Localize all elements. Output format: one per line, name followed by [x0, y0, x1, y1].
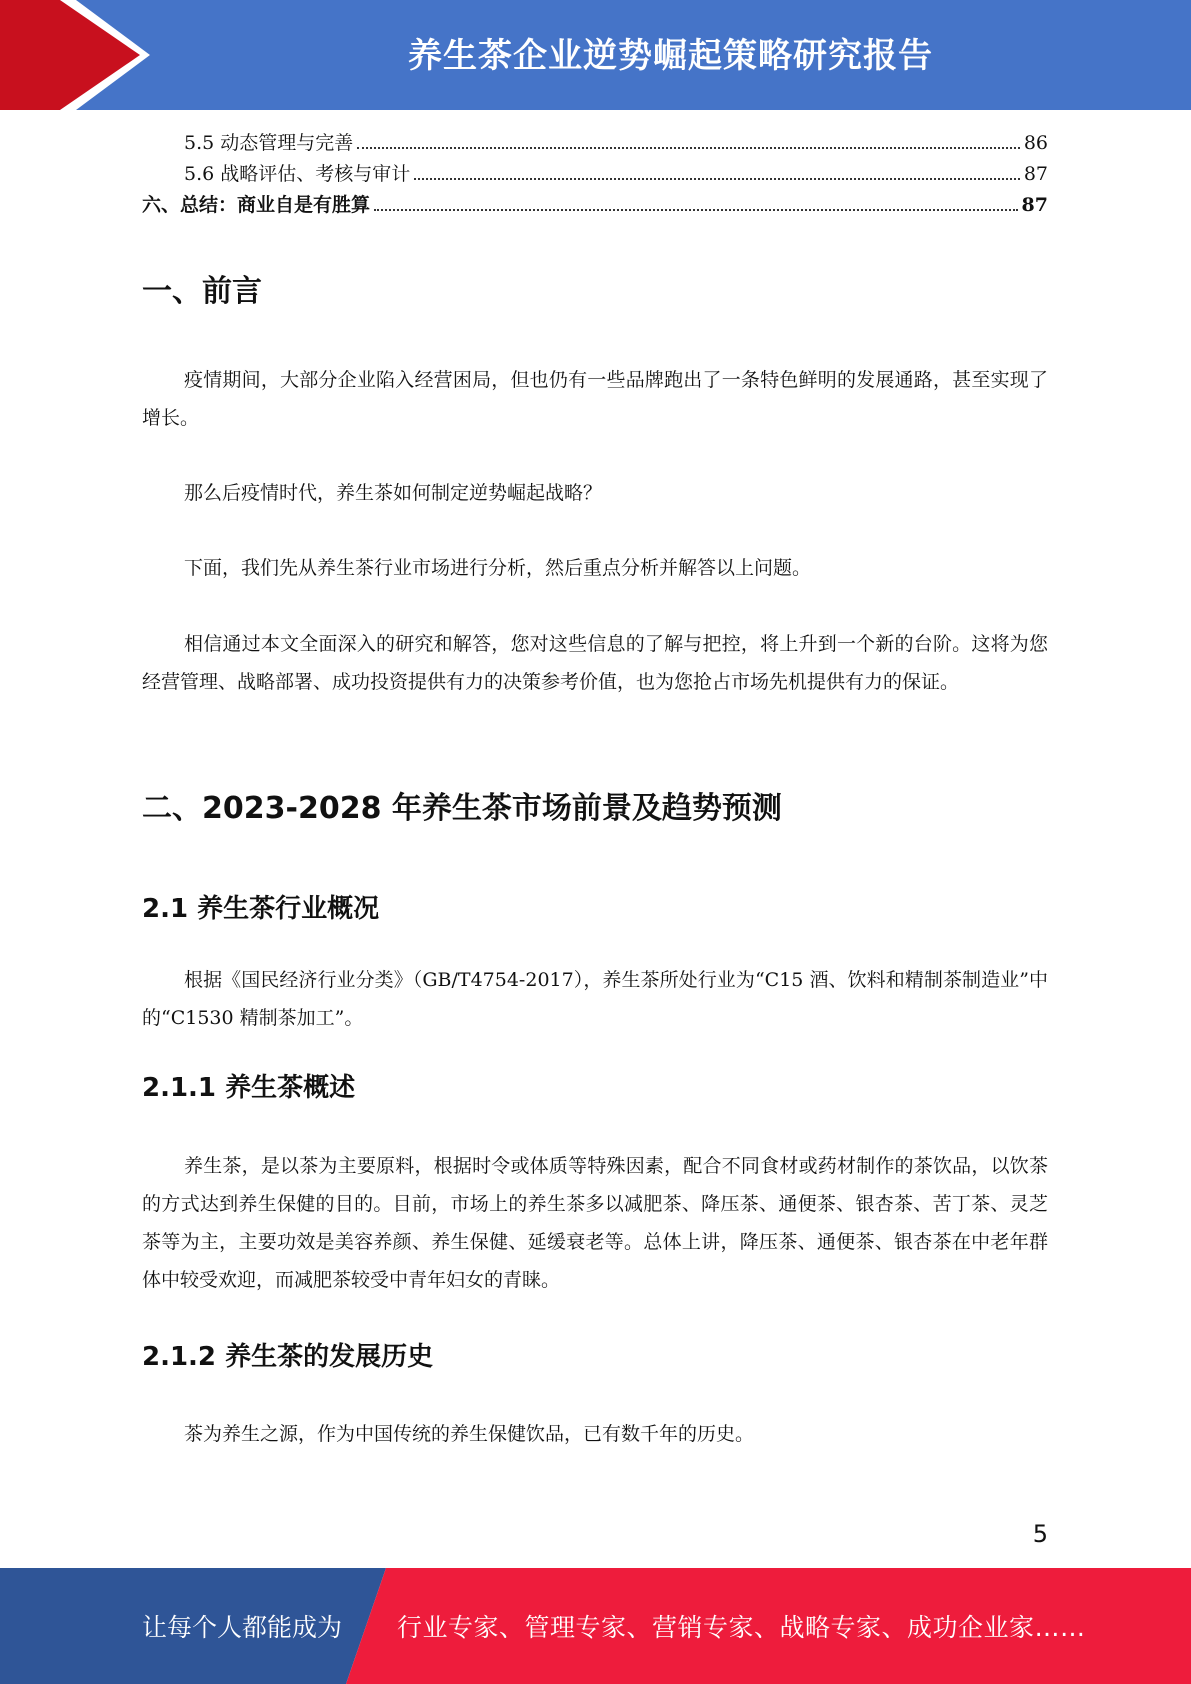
footer-banner: [0, 1568, 1191, 1684]
page-number: 5: [1032, 1520, 1048, 1548]
section-heading-preface: 一、前言: [142, 274, 262, 309]
table-of-contents: [142, 128, 1048, 221]
paragraph: 养生茶，是以茶为主要原料，根据时令或体质等特殊因素，配合不同食材或药材制作的茶饮品，以饮茶的方式达到养生保健的目的。目前，市场上的养生茶多以减肥茶、降压茶、通便茶、银杏茶、苦丁茶、灵芝茶等为主，主要功效是美容养颜、养生保健、延缓衰老等。总体上讲，降压茶、通便茶、银杏茶在中老年群体中较受欢迎，而减肥茶较受中青年妇女的青睐。: [142, 1155, 1048, 1291]
toc-entry[interactable]: [142, 190, 1048, 221]
paragraph: 疫情期间，大部分企业陷入经营困局，但也仍有一些品牌跑出了一条特色鲜明的发展通路，甚至实现了增长。: [142, 369, 1048, 429]
toc-entry-page: 87: [1021, 194, 1048, 216]
toc-entry[interactable]: [142, 159, 1048, 190]
paragraph: 根据《国民经济行业分类》（GB/T4754-2017），养生茶所处行业为“C15 酒、饮料和精制茶制造业”中的“C1530 精制茶加工”。: [142, 969, 1048, 1029]
paragraph: 茶为养生之源，作为中国传统的养生保健饮品，已有数千年的历史。: [184, 1423, 755, 1445]
subsection-heading-tea-history: 2.1.2 养生茶的发展历史: [142, 1342, 434, 1372]
toc-leader: [357, 147, 1020, 149]
subsection-heading-industry-overview: 2.1 养生茶行业概况: [142, 894, 380, 924]
header-banner: [0, 0, 1191, 110]
toc-entry-label: 六、总结：商业自是有胜算: [142, 194, 371, 216]
paragraph: 下面，我们先从养生茶行业市场进行分析，然后重点分析并解答以上问题。: [184, 557, 812, 579]
footer-slogan-left: 让每个人都能成为: [142, 1613, 343, 1642]
footer-slogan-right: 行业专家、管理专家、营销专家、战略专家、成功企业家……: [397, 1613, 1086, 1642]
toc-entry[interactable]: [142, 128, 1048, 159]
paragraph: 那么后疫情时代，养生茶如何制定逆势崛起战略？: [184, 482, 603, 504]
page-content: [142, 128, 1048, 1445]
report-title: 养生茶企业逆势崛起策略研究报告: [408, 36, 933, 76]
section-heading-market-forecast: 二、2023-2028 年养生茶市场前景及趋势预测: [142, 791, 782, 826]
toc-leader: [374, 209, 1018, 211]
paragraph: 相信通过本文全面深入的研究和解答，您对这些信息的了解与把控，将上升到一个新的台阶。这将为您经营管理、战略部署、成功投资提供有力的决策参考价值，也为您抢占市场先机提供有力的保证。: [142, 633, 1048, 693]
toc-entry-label: 5.6 战略评估、考核与审计: [184, 163, 411, 185]
subsection-heading-tea-overview: 2.1.1 养生茶概述: [142, 1073, 356, 1103]
toc-leader: [414, 178, 1020, 180]
header-chevron-icon: [0, 0, 160, 110]
toc-entry-label: 5.5 动态管理与完善: [184, 132, 354, 154]
toc-entry-page: 87: [1023, 163, 1048, 185]
toc-entry-page: 86: [1023, 132, 1048, 154]
